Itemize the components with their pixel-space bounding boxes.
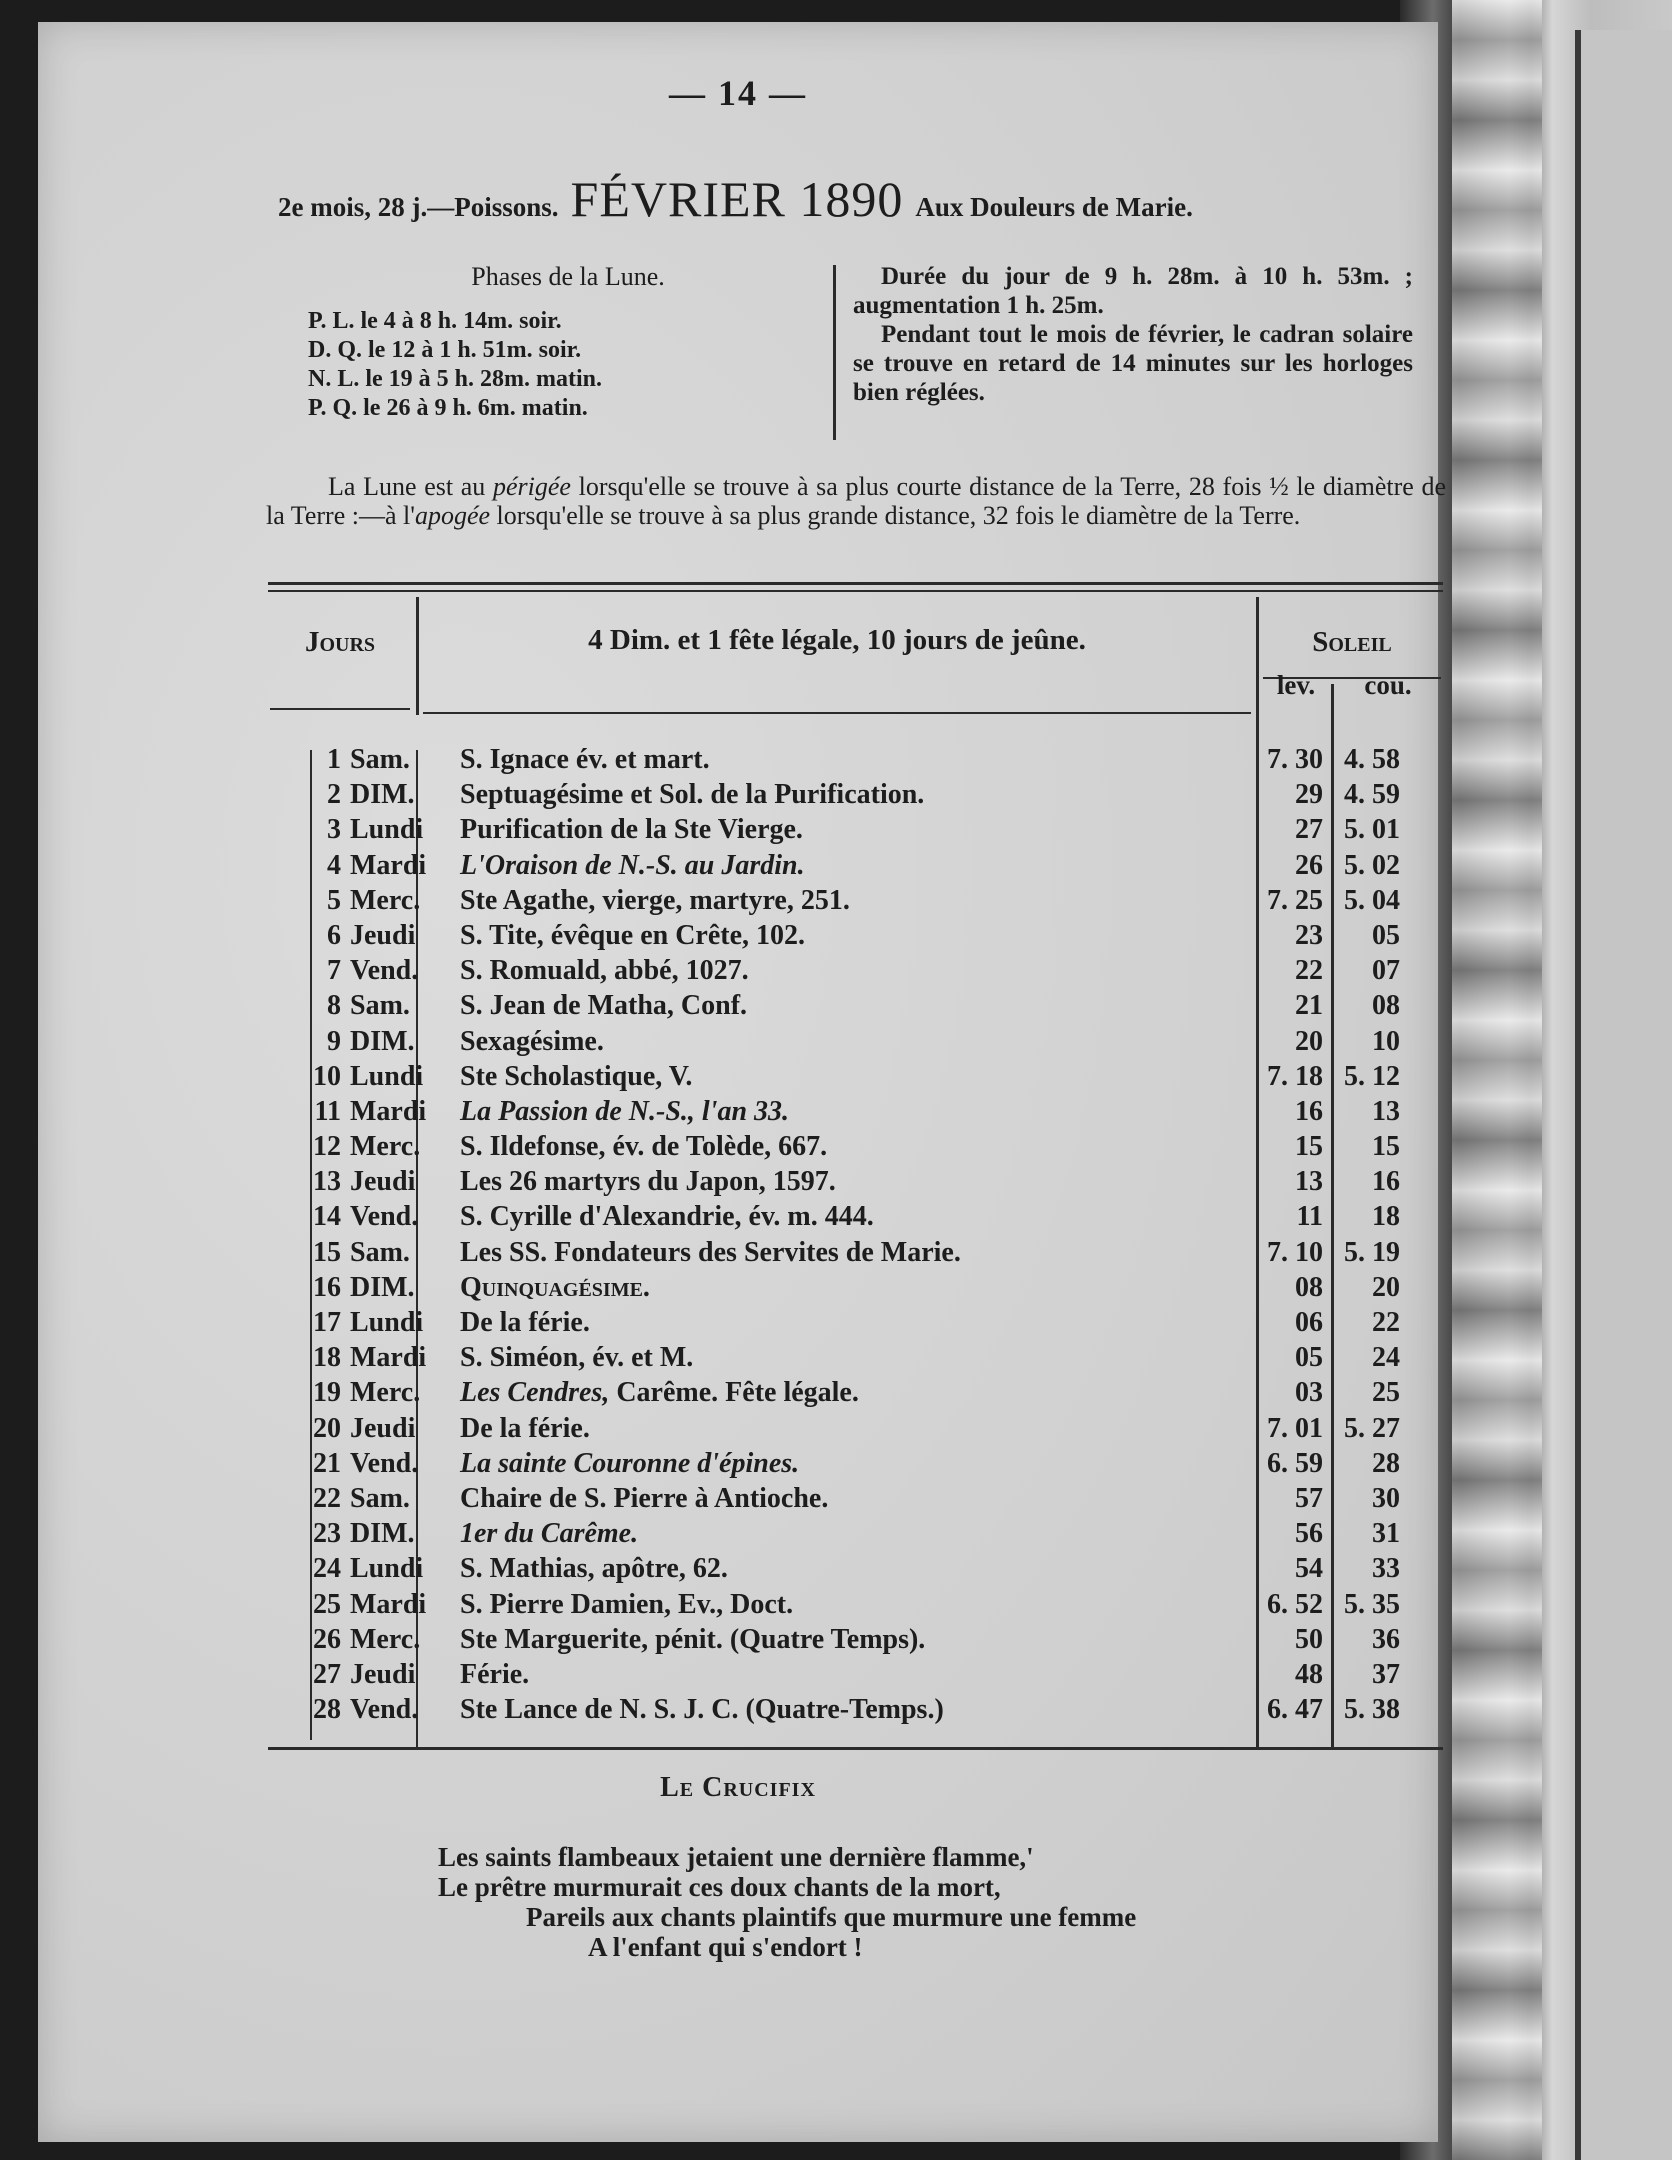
sunset: 5. 19 (1344, 1236, 1400, 1268)
sunset: 22 (1372, 1307, 1400, 1338)
table-row (273, 920, 1448, 955)
feast: S. Ildefonse, év. de Tolède, 667. (460, 1131, 828, 1163)
weekday: Sam. (350, 1482, 410, 1514)
day-number: 14 (313, 1201, 341, 1233)
moon-phase-line: P. Q. le 26 à 9 h. 6m. matin. (308, 395, 588, 421)
feast: Ste Marguerite, pénit. (Quatre Temps). (460, 1623, 926, 1655)
moon-note-text: lorsqu'elle se trouve à sa plus grande distance, 32 fois le diamètre de la Terre. (490, 501, 1301, 530)
sunrise: 23 (1295, 919, 1323, 951)
day-number: 27 (313, 1658, 341, 1690)
sunset: 31 (1372, 1518, 1400, 1550)
weekday: DIM. (350, 779, 415, 811)
sunset: 37 (1372, 1658, 1400, 1690)
table-col-divider (416, 597, 419, 715)
day-number: 9 (327, 1025, 341, 1057)
feast: Les SS. Fondateurs des Servites de Marie. (460, 1236, 961, 1268)
lev-header: lev. (1276, 670, 1316, 700)
weekday: Sam. (350, 744, 410, 775)
sunrise: 56 (1295, 1518, 1323, 1550)
day-number: 23 (313, 1518, 341, 1550)
moon-note-text: La Lune est au (328, 472, 493, 501)
day-number: 3 (327, 814, 341, 846)
weekday: DIM. (350, 1025, 415, 1057)
feast: La sainte Couronne d'épines. (460, 1447, 800, 1479)
sunset: 15 (1372, 1131, 1400, 1163)
soleil-header: Soleil (1312, 626, 1392, 658)
day-number: 5 (327, 884, 341, 916)
feast: S. Pierre Damien, Ev., Doct. (460, 1588, 794, 1620)
table-row (273, 1026, 1448, 1061)
weekday: Mardi (350, 1342, 427, 1374)
day-number: 11 (314, 1095, 341, 1127)
cou-header: cou. (1364, 670, 1412, 700)
month-header (278, 170, 1438, 228)
feast: S. Jean de Matha, Conf. (460, 990, 748, 1022)
weekday: Merc. (350, 1377, 421, 1409)
table-row (273, 1624, 1448, 1659)
feast: Ste Scholastique, V. (460, 1060, 693, 1092)
table-row (273, 1307, 1448, 1342)
day-number: 4 (327, 849, 341, 881)
feast: S. Cyrille d'Alexandrie, év. m. 444. (460, 1201, 874, 1233)
table-row (273, 1061, 1448, 1096)
feast-rest: Carême. Fête légale. (609, 1377, 859, 1409)
fetes-header: 4 Dim. et 1 fête légale, 10 jours de jeûne. (588, 624, 1086, 656)
day-number: 19 (313, 1377, 341, 1409)
sunset: 33 (1372, 1553, 1400, 1585)
day-length-note: Durée du jour de 9 h. 28m. à 10 h. 53m. ; augmentation 1 h. 25m. (853, 263, 1413, 319)
moon-note-text: lorsqu'elle se trouve à sa plus courte distance de la Terre, 28 fois ½ le diamètre de la Terre :—à l' (266, 472, 1447, 530)
day-number: 28 (313, 1694, 341, 1726)
day-number: 24 (313, 1553, 341, 1585)
weekday: Mardi (350, 849, 427, 881)
day-number: 15 (313, 1236, 341, 1268)
feast: Ste Agathe, vierge, martyre, 251. (460, 884, 850, 916)
table-bottom-rule (268, 1747, 1443, 1750)
weekday: Jeudi (350, 919, 416, 951)
table-row (273, 779, 1448, 814)
feast: Purification de la Ste Vierge. (460, 814, 803, 846)
sunrise: 6. 52 (1267, 1588, 1323, 1620)
sunrise: 08 (1295, 1271, 1323, 1303)
sunrise: 6. 59 (1267, 1447, 1323, 1479)
weekday: Merc. (350, 1131, 421, 1163)
sunset: 18 (1372, 1201, 1400, 1233)
weekday: Vend. (350, 1447, 419, 1479)
weekday: Vend. (350, 955, 419, 987)
weekday: Vend. (350, 1201, 419, 1233)
sunset: 16 (1372, 1166, 1400, 1198)
sunrise: 15 (1295, 1131, 1323, 1163)
table-row (273, 1131, 1448, 1166)
table-row (273, 1377, 1448, 1412)
feast: De la férie. (460, 1412, 590, 1444)
feast (460, 1377, 859, 1409)
table-row (273, 1272, 1448, 1307)
feast: L'Oraison de N.-S. au Jardin. (460, 849, 805, 881)
feast: Ste Lance de N. S. J. C. (Quatre-Temps.) (460, 1694, 944, 1726)
feast: Les 26 martyrs du Japon, 1597. (460, 1166, 836, 1198)
table-row (273, 1237, 1448, 1272)
sunrise: 03 (1295, 1377, 1323, 1409)
day-number: 6 (327, 919, 341, 951)
feast: Quinquagésime. (460, 1271, 650, 1303)
day-number: 12 (313, 1131, 341, 1163)
moon-phases-title: Phases de la Lune. (471, 262, 665, 291)
poem-title: Le Crucifix (660, 1772, 816, 1803)
sunrise: 11 (1296, 1201, 1323, 1233)
table-row (273, 744, 1448, 779)
jours-rule (270, 708, 410, 710)
sunrise: 06 (1295, 1307, 1323, 1338)
weekday: Merc. (350, 884, 421, 916)
perigee-term: périgée (492, 472, 571, 501)
weekday: Sam. (350, 990, 410, 1022)
sunrise: 7. 18 (1267, 1060, 1323, 1092)
sunrise: 26 (1295, 849, 1323, 881)
sundial-note: Pendant tout le mois de février, le cadran solaire se trouve en retard de 14 minutes sur les horloges bien réglées. (853, 321, 1413, 406)
weekday: Sam. (350, 1236, 410, 1268)
sunset: 30 (1372, 1482, 1400, 1514)
weekday: Mardi (350, 1588, 427, 1620)
feast: S. Ignace év. et mart. (460, 744, 710, 775)
apogee-term: apogée (414, 501, 491, 530)
weekday: DIM. (350, 1271, 415, 1303)
month-title: FÉVRIER 1890 (570, 171, 904, 227)
day-number: 18 (313, 1342, 341, 1374)
day-number: 26 (313, 1623, 341, 1655)
moon-phases (278, 262, 818, 423)
table-row (273, 1448, 1448, 1483)
poem-line: Le prêtre murmurait ces doux chants de la mort, (438, 1872, 1001, 1902)
sunrise: 20 (1295, 1025, 1323, 1057)
sunset: 5. 27 (1344, 1412, 1400, 1444)
weekday: Jeudi (350, 1658, 416, 1690)
feast: De la férie. (460, 1307, 590, 1338)
table-row (273, 885, 1448, 920)
sunset: 07 (1372, 955, 1400, 987)
day-number: 16 (313, 1271, 341, 1303)
sunset: 05 (1372, 919, 1400, 951)
weekday: Lundi (350, 1307, 424, 1338)
sunset: 4. 58 (1344, 744, 1400, 775)
sunrise: 54 (1295, 1553, 1323, 1585)
table-row (273, 1166, 1448, 1201)
table-row (273, 1413, 1448, 1448)
day-number: 10 (313, 1060, 341, 1092)
day-number: 21 (313, 1447, 341, 1479)
sunset: 24 (1372, 1342, 1400, 1374)
sunset: 5. 12 (1344, 1060, 1400, 1092)
sunset: 28 (1372, 1447, 1400, 1479)
day-number: 13 (313, 1166, 341, 1198)
feast-italic: Les Cendres, (460, 1377, 610, 1409)
table-row (273, 1483, 1448, 1518)
calendar-rows (273, 744, 1448, 1729)
fetes-rule (423, 712, 1251, 714)
feast: Chaire de S. Pierre à Antioche. (460, 1482, 829, 1514)
moon-phase-line: P. L. le 4 à 8 h. 14m. soir. (308, 308, 562, 334)
poem-line: A l'enfant qui s'endort ! (588, 1932, 863, 1962)
feast: S. Siméon, év. et M. (460, 1342, 694, 1374)
month-info: 2e mois, 28 j.—Poissons. (278, 192, 559, 222)
weekday: Lundi (350, 1060, 424, 1092)
sunset: 5. 38 (1344, 1694, 1400, 1726)
table-row (273, 1096, 1448, 1131)
calendar-page (38, 22, 1447, 2142)
weekday: DIM. (350, 1518, 415, 1550)
sunset: 5. 35 (1344, 1588, 1400, 1620)
moon-phase-line: D. Q. le 12 à 1 h. 51m. soir. (308, 337, 582, 363)
sunrise: 29 (1295, 779, 1323, 811)
table-row (273, 990, 1448, 1025)
table-top-rule (268, 582, 1443, 592)
feast: Férie. (460, 1658, 530, 1690)
weekday: Jeudi (350, 1412, 416, 1444)
poem-line: Les saints flambeaux jetaient une dernière flamme,' (438, 1842, 1034, 1872)
table-row (273, 1694, 1448, 1729)
weekday: Lundi (350, 1553, 424, 1585)
sunset: 20 (1372, 1271, 1400, 1303)
poem (438, 1842, 1338, 1962)
weekday: Mardi (350, 1095, 427, 1127)
table-row (273, 814, 1448, 849)
table-row (273, 955, 1448, 990)
sunrise: 7. 30 (1267, 744, 1323, 775)
day-number: 20 (313, 1412, 341, 1444)
sunset: 5. 01 (1344, 814, 1400, 846)
sunrise: 57 (1295, 1482, 1323, 1514)
table-row (273, 1518, 1448, 1553)
moon-phase-line: N. L. le 19 à 5 h. 28m. matin. (308, 366, 602, 392)
table-row (273, 1553, 1448, 1588)
sunset: 10 (1372, 1025, 1400, 1057)
sunrise: 50 (1295, 1623, 1323, 1655)
sunset: 25 (1372, 1377, 1400, 1409)
table-row (273, 1589, 1448, 1624)
sunrise: 22 (1295, 955, 1323, 987)
weekday: Vend. (350, 1694, 419, 1726)
day-number: 2 (327, 779, 341, 811)
month-dedication: Aux Douleurs de Marie. (915, 192, 1193, 222)
feast: La Passion de N.-S., l'an 33. (460, 1095, 790, 1127)
sunset: 4. 59 (1344, 779, 1400, 811)
sunrise: 05 (1295, 1342, 1323, 1374)
day-number: 17 (313, 1307, 341, 1338)
weekday: Jeudi (350, 1166, 416, 1198)
sunrise: 7. 25 (1267, 884, 1323, 916)
sunrise: 7. 01 (1267, 1412, 1323, 1444)
column-divider (833, 265, 836, 440)
poem-line: Pareils aux chants plaintifs que murmure une femme (526, 1902, 1137, 1932)
sunset: 5. 04 (1344, 884, 1400, 916)
sunset: 13 (1372, 1095, 1400, 1127)
sunrise: 6. 47 (1267, 1694, 1323, 1726)
page-number: — 14 — (669, 73, 807, 113)
weekday: Lundi (350, 814, 424, 846)
weekday: Merc. (350, 1623, 421, 1655)
day-number: 25 (313, 1588, 341, 1620)
feast: 1er du Carême. (460, 1518, 639, 1550)
feast: S. Mathias, apôtre, 62. (460, 1553, 728, 1585)
sunrise: 7. 10 (1267, 1236, 1323, 1268)
sunrise: 21 (1295, 990, 1323, 1022)
table-row (273, 850, 1448, 885)
feast: Septuagésime et Sol. de la Purification. (460, 779, 925, 811)
next-page-edge (1575, 30, 1672, 2160)
table-row (273, 1659, 1448, 1694)
feast: S. Romuald, abbé, 1027. (460, 955, 749, 987)
jours-header: Jours (304, 626, 376, 658)
day-number: 22 (313, 1482, 341, 1514)
spine-strip (1452, 0, 1542, 2160)
sunrise: 13 (1295, 1166, 1323, 1198)
day-length-notes (853, 262, 1413, 407)
table-row (273, 1342, 1448, 1377)
sunset: 5. 02 (1344, 849, 1400, 881)
day-number: 7 (327, 955, 341, 987)
sunset: 36 (1372, 1623, 1400, 1655)
sunset: 08 (1372, 990, 1400, 1022)
moon-distance-note (266, 472, 1446, 530)
table-row (273, 1201, 1448, 1236)
sunrise: 48 (1295, 1658, 1323, 1690)
sunrise: 27 (1295, 814, 1323, 846)
sunrise: 16 (1295, 1095, 1323, 1127)
feast: Sexagésime. (460, 1025, 604, 1057)
day-number: 8 (327, 990, 341, 1022)
feast: S. Tite, évêque en Crête, 102. (460, 919, 806, 951)
day-number: 1 (327, 744, 341, 775)
